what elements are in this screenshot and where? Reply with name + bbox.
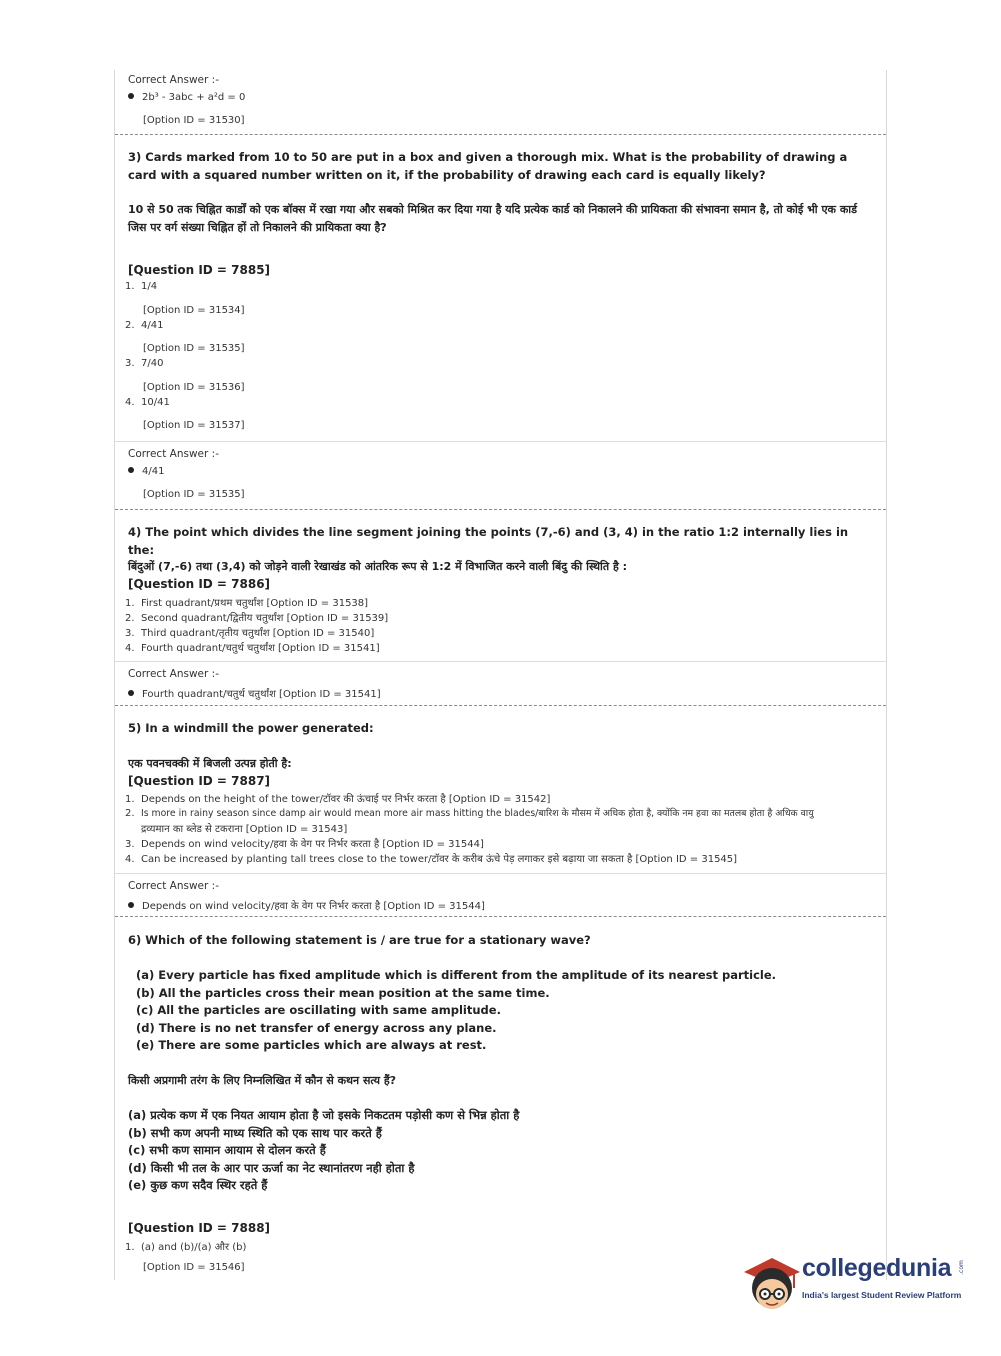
statement: (e) कुछ कण सदैव स्थिर रहते हैं (128, 1178, 268, 1192)
option-id: [Option ID = 31535] (143, 489, 245, 500)
statement: (a) Every particle has fixed amplitude which is different from the amplitude of its nearest particle. (136, 968, 777, 982)
statements-hi (128, 1107, 868, 1195)
question-6-text-hi: किसी अप्रगामी तरंग के लिए निम्नलिखित में कौन से कथन सत्य हैं? (128, 1074, 397, 1087)
statement: (b) All the particles cross their mean position at the same time. (136, 985, 550, 1000)
option-id: [Option ID = 31534] (143, 305, 245, 316)
option-id: [Option ID = 31537] (143, 420, 245, 431)
option-id: [Option ID = 31536] (143, 382, 245, 393)
statement: (e) There are some particles which are always at rest. (136, 1038, 487, 1052)
brand-tagline: India's largest Student Review Platform (802, 1290, 962, 1300)
correct-answer-item: 2b³ - 3abc + a²d = 0 (128, 92, 899, 103)
option-item: 1. (a) and (b)/(a) और (b) (125, 1242, 247, 1253)
option-item: 1. 1/4 (125, 281, 158, 292)
exam-page (114, 70, 887, 1280)
correct-answer-label: Correct Answer :- (128, 880, 219, 892)
question-5-text-en: 5) In a windmill the power generated: (128, 721, 374, 735)
correct-answer-label: Correct Answer :- (128, 448, 219, 460)
option-item: 1. First quadrant/प्रथम चतुर्थांश [Option ID = 31538] (125, 598, 369, 609)
question-4-text-en: 4) The point which divides the line segment joining the points (7,-6) and (3, 4) in the ratio 1:2 internally lies in the: (128, 525, 849, 557)
correct-answer-item: Fourth quadrant/चतुर्थ चतुर्थांश [Option ID = 31541] (128, 686, 899, 700)
statement: (a) प्रत्येक कण में एक नियत आयाम होता है जो इसके निकटतम पड़ोसी कण से भिन्न होता है (128, 1108, 520, 1122)
question-divider (115, 509, 886, 510)
option-item: 3. Third quadrant/तृतीय चतुर्थांश [Option ID = 31540] (125, 628, 375, 639)
option-id: [Option ID = 31546] (143, 1262, 245, 1273)
question-divider (115, 705, 886, 706)
question-5-id: [Question ID = 7887] (128, 774, 271, 788)
statement: (d) There is no net transfer of energy across any plane. (136, 1020, 497, 1035)
correct-answer-label: Correct Answer :- (128, 668, 219, 680)
question-3-text-en: 3) Cards marked from 10 to 50 are put in a box and given a thorough mix. What is the probability of drawing a card with a squared number written on it, if the probability of drawing each card is equally likely? (128, 150, 848, 182)
option-item: 3. Depends on wind velocity/हवा के वेग पर निर्भर करता है [Option ID = 31544] (125, 839, 484, 850)
option-item: 1. Depends on the height of the tower/टॉवर की ऊंचाई पर निर्भर करता है [Option ID = 31542] (125, 794, 551, 805)
correct-answer-item: 4/41 (128, 466, 899, 477)
option-id: [Option ID = 31535] (143, 343, 245, 354)
statement: (b) सभी कण अपनी माध्य स्थिति को एक साथ पार करते हैं (128, 1125, 382, 1140)
correct-answer-item: Depends on wind velocity/हवा के वेग पर निर्भर करता है [Option ID = 31544] (128, 898, 899, 912)
question-6-text-en: 6) Which of the following statement is / are true for a stationary wave? (128, 933, 591, 947)
answer-divider (115, 661, 886, 662)
answer-divider (115, 873, 886, 874)
statement: (c) All the particles are oscillating with same amplitude. (136, 1003, 501, 1017)
bullet-icon (128, 690, 134, 696)
option-item: 2. Is more in rainy season since damp air would mean more air mass hitting the blades/बारिश के मौसम में अधिक होता है, क्योंकि नम हवा का मतलब होता है अधिक वायु (125, 808, 814, 819)
brand-dotcom: .com (957, 1260, 965, 1275)
statement: (c) सभी कण सामान आयाम से दोलन करते हैं (128, 1143, 326, 1157)
option-item: 2. 4/41 (125, 320, 164, 331)
brand-name: collegedunia (802, 1254, 952, 1282)
answer-divider (115, 441, 886, 442)
statement: (d) किसी भी तल के आर पार ऊर्जा का नेट स्थानांतरण नही होता है (128, 1160, 415, 1175)
option-item: 4. Fourth quadrant/चतुर्थ चतुर्थांश [Option ID = 31541] (125, 643, 380, 654)
question-divider (115, 916, 886, 917)
collegedunia-logo[interactable] (742, 1250, 972, 1312)
question-divider (115, 134, 886, 135)
question-5-text-hi: एक पवनचक्की में बिजली उत्पन्न होती है: (128, 757, 292, 770)
bullet-icon (128, 902, 134, 908)
mascot-icon (742, 1250, 800, 1312)
option-item: 4. 10/41 (125, 397, 170, 408)
option-item: 4. Can be increased by planting tall trees close to the tower/टॉवर के करीब ऊंचे पेड़ लगाकर इसे बढ़ाया जा सकता है [Option ID = 31545] (125, 854, 738, 865)
correct-answer-label: Correct Answer :- (128, 74, 219, 86)
option-id: [Option ID = 31530] (143, 115, 245, 126)
statements-en (136, 967, 876, 1055)
option-item-continuation: द्रव्यमान का ब्लेड से टकराना [Option ID = 31543] (141, 824, 348, 835)
bullet-icon (128, 467, 134, 473)
question-3-text-hi: 10 से 50 तक चिह्नित कार्डों को एक बॉक्स में रखा गया और सबको मिश्रित कर दिया गया है यदि प्रत्येक कार्ड को निकालने की प्रायिकता की संभावना समान है, तो कोई भी एक कार्ड जिस पर वर्ग संख्या चिह्नित हों तो निकालने की प्रायिकता क्या है? (128, 203, 858, 234)
bullet-icon (128, 93, 134, 99)
question-4-id: [Question ID = 7886] (128, 577, 271, 591)
question-3-id: [Question ID = 7885] (128, 263, 271, 277)
question-6-id: [Question ID = 7888] (128, 1221, 271, 1235)
question-4-text-hi: बिंदुओं (7,-6) तथा (3,4) को जोड़ने वाली रेखाखंड को आंतरिक रूप से 1:2 में विभाजित करने वाली बिंदु की स्थिति है : (128, 560, 628, 573)
option-item: 2. Second quadrant/द्वितीय चतुर्थांश [Option ID = 31539] (125, 613, 389, 624)
option-item: 3. 7/40 (125, 358, 164, 369)
